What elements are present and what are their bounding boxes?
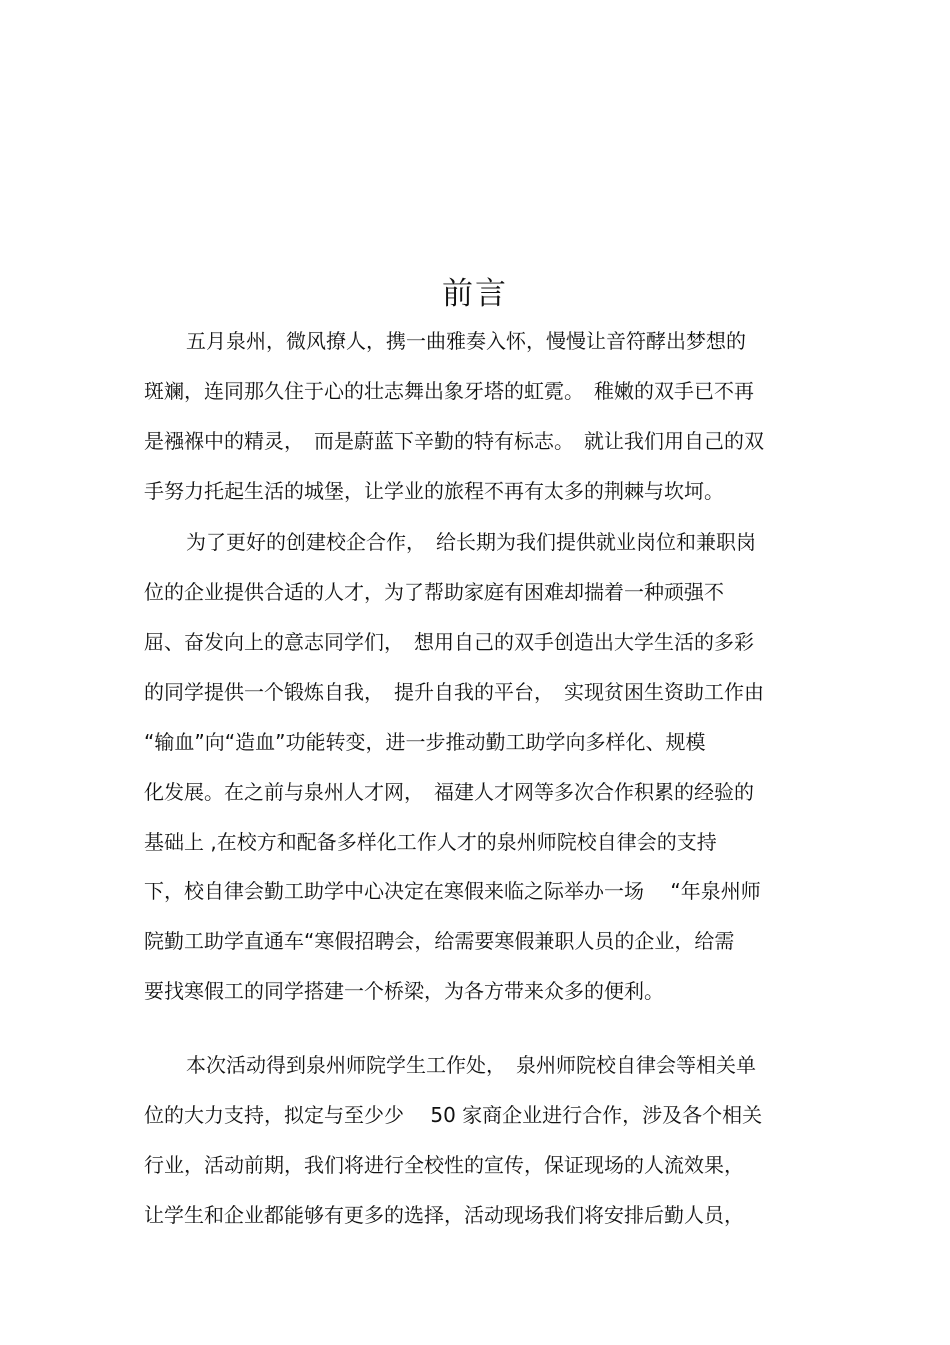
document-title: 前言: [442, 276, 508, 312]
paragraph-line: 位的企业提供合适的人才，为了帮助家庭有困难却揣着一种顽强不: [144, 580, 724, 604]
paragraph-line: 屈、奋发向上的意志同学们， 想用自己的双手创造出大学生活的多彩: [144, 630, 754, 654]
paragraph-line: 化发展。在之前与泉州人才网， 福建人才网等多次合作积累的经验的: [144, 780, 754, 804]
paragraph-line: 行业，活动前期，我们将进行全校性的宣传，保证现场的人流效果，: [144, 1153, 744, 1177]
paragraph-line: 是襁褓中的精灵， 而是蔚蓝下辛勤的特有标志。 就让我们用自己的双: [144, 429, 764, 453]
paragraph-line: 斑斓，连同那久住于心的壮志舞出象牙塔的虹霓。 稚嫩的双手已不再: [144, 379, 754, 403]
paragraph-line: 院勤工助学直通车“寒假招聘会，给需要寒假兼职人员的企业，给需: [144, 929, 735, 953]
paragraph-line: “输血”向“造血”功能转变，进一步推动勤工助学向多样化、规模: [144, 730, 706, 754]
paragraph-line: 的同学提供一个锻炼自我， 提升自我的平台， 实现贫困生资助工作由: [144, 680, 764, 704]
paragraph-line: 让学生和企业都能够有更多的选择，活动现场我们将安排后勤人员，: [144, 1203, 744, 1227]
paragraph-line: 本次活动得到泉州师院学生工作处， 泉州师院校自律会等相关单: [186, 1053, 756, 1077]
paragraph-line: 要找寒假工的同学搭建一个桥梁，为各方带来众多的便利。: [144, 979, 664, 1003]
paragraph-line: 下，校自律会勤工助学中心决定在寒假来临之际举办一场 “年泉州师: [144, 879, 761, 903]
paragraph-line: 五月泉州，微风撩人，携一曲雅奏入怀，慢慢让音符酵出梦想的: [186, 329, 746, 353]
paragraph-line: 为了更好的创建校企合作， 给长期为我们提供就业岗位和兼职岗: [186, 530, 756, 554]
paragraph-line: 位的大力支持，拟定与至少少 50 家商企业进行合作，涉及各个相关: [144, 1103, 763, 1127]
paragraph-line: 手努力托起生活的城堡，让学业的旅程不再有太多的荆棘与坎坷。: [144, 479, 724, 503]
paragraph-line: 基础上 ,在校方和配备多样化工作人才的泉州师院校自律会的支持: [144, 830, 717, 854]
